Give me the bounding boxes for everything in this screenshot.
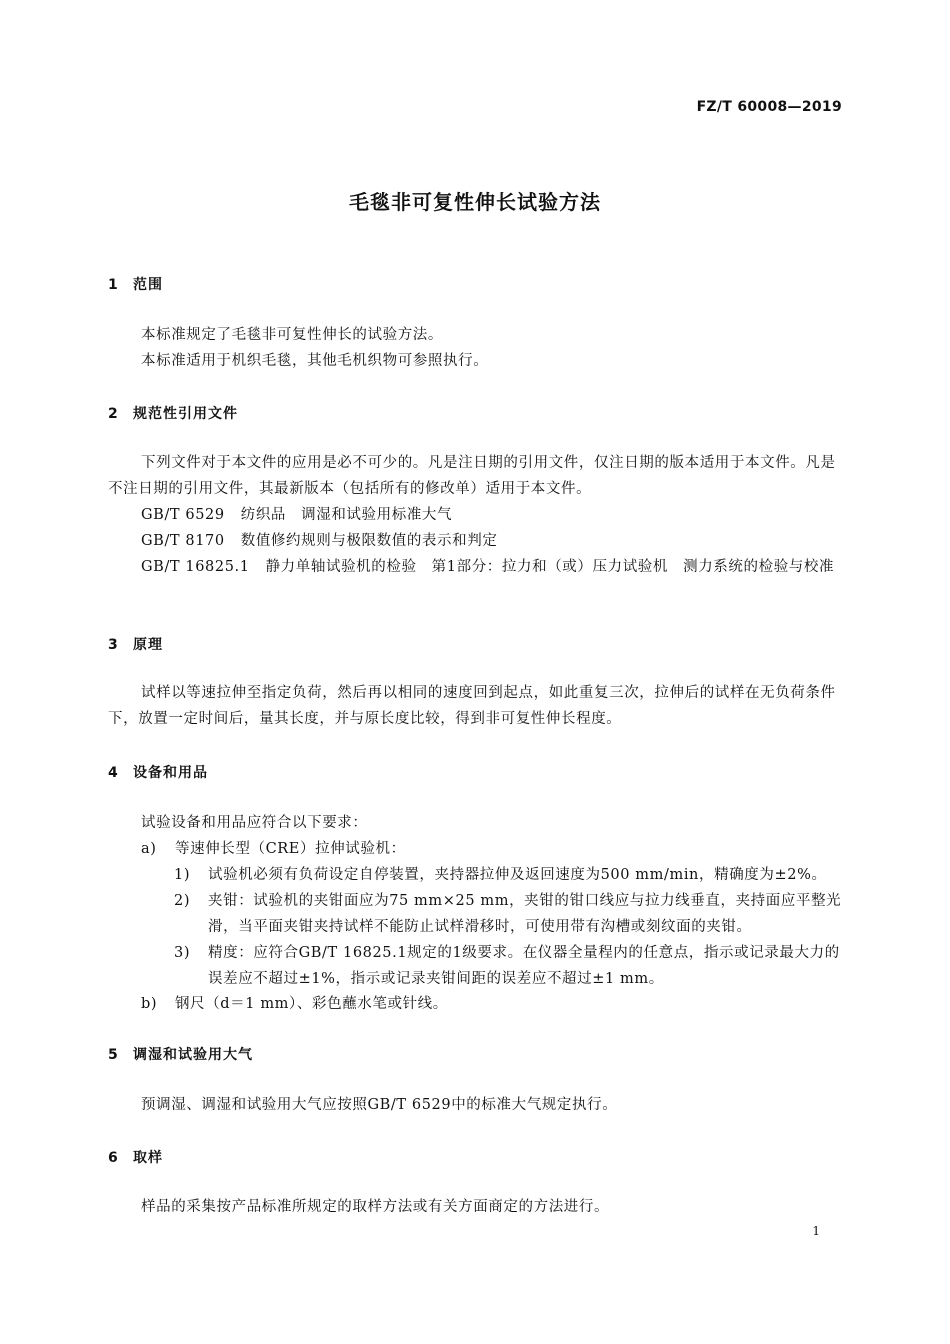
list-label: 3) <box>174 945 191 961</box>
reference-title: 纺织品 调湿和试验用标准大气 <box>240 507 453 523</box>
section-title: 原理 <box>133 637 163 653</box>
sub-list-item <box>174 940 844 992</box>
list-item-a <box>141 836 406 862</box>
section-number: 1 <box>108 277 119 293</box>
list-label: a) <box>141 841 157 857</box>
page-number: 1 <box>812 1224 820 1238</box>
reference-title: 静力单轴试验机的检验 第1部分：拉力和（或）压力试验机 测力系统的检验与校准 <box>265 559 835 575</box>
paragraph: 本标准适用于机织毛毯，其他毛机织物可参照执行。 <box>141 353 489 369</box>
list-text: 等速伸长型（CRE）拉伸试验机： <box>175 841 406 857</box>
document-title: 毛毯非可复性伸长试验方法 <box>349 190 601 214</box>
reference-item <box>141 502 452 528</box>
section-number: 2 <box>108 406 119 422</box>
section-heading-5 <box>108 1044 253 1064</box>
reference-item <box>108 554 843 580</box>
sub-list-item <box>174 888 844 940</box>
section-title: 设备和用品 <box>133 765 208 781</box>
paragraph: 预调湿、调湿和试验用大气应按照GB/T 6529中的标准大气规定执行。 <box>141 1097 618 1113</box>
section-number: 6 <box>108 1150 119 1166</box>
section-title: 规范性引用文件 <box>133 406 238 422</box>
section-title: 范围 <box>133 277 163 293</box>
paragraph: 试验设备和用品应符合以下要求： <box>141 815 368 831</box>
section-number: 5 <box>108 1047 119 1063</box>
list-label: 2) <box>174 893 191 909</box>
section-heading-6 <box>108 1147 163 1167</box>
list-label: 1) <box>174 867 191 883</box>
section-heading-1 <box>108 274 163 294</box>
reference-item <box>141 528 497 554</box>
reference-code: GB/T 8170 <box>141 533 225 549</box>
reference-title: 数值修约规则与极限数值的表示和判定 <box>240 533 498 549</box>
list-text: 钢尺（d＝1 mm）、彩色蘸水笔或针线。 <box>175 996 448 1012</box>
section-heading-2 <box>108 403 238 423</box>
list-text: 试验机必须有负荷设定自停装置，夹持器拉伸及返回速度为500 mm/min，精确度为±2%。 <box>208 867 827 883</box>
paragraph: 下列文件对于本文件的应用是必不可少的。凡是注日期的引用文件，仅注日期的版本适用于本文件。凡是不注日期的引用文件，其最新版本（包括所有的修改单）适用于本文件。 <box>108 455 836 497</box>
section-title: 调湿和试验用大气 <box>133 1047 253 1063</box>
list-label: b) <box>141 996 158 1012</box>
list-text: 夹钳：试验机的夹钳面应为75 mm×25 mm，夹钳的钳口线应与拉力线垂直，夹持面应平整光滑，当平面夹钳夹持试样不能防止试样滑移时，可使用带有沟槽或刻纹面的夹钳。 <box>208 893 842 935</box>
paragraph: 样品的采集按产品标准所规定的取样方法或有关方面商定的方法进行。 <box>141 1199 610 1215</box>
paragraph: 试样以等速拉伸至指定负荷，然后再以相同的速度回到起点，如此重复三次，拉伸后的试样在无负荷条件下，放置一定时间后，量其长度，并与原长度比较，得到非可复性伸长程度。 <box>108 685 836 727</box>
section-number: 4 <box>108 765 119 781</box>
standard-code: FZ/T 60008—2019 <box>696 99 842 115</box>
list-item-b <box>141 991 448 1017</box>
reference-code: GB/T 6529 <box>141 507 225 523</box>
section-title: 取样 <box>133 1150 163 1166</box>
paragraph: 本标准规定了毛毯非可复性伸长的试验方法。 <box>141 327 443 343</box>
sub-list-item <box>174 862 844 888</box>
reference-code: GB/T 16825.1 <box>141 559 250 575</box>
section-number: 3 <box>108 637 119 653</box>
list-text: 精度：应符合GB/T 16825.1规定的1级要求。在仪器全量程内的任意点，指示或记录最大力的误差应不超过±1%，指示或记录夹钳间距的误差应不超过±1 mm。 <box>208 945 840 987</box>
section-heading-3 <box>108 634 163 654</box>
section-heading-4 <box>108 762 208 782</box>
